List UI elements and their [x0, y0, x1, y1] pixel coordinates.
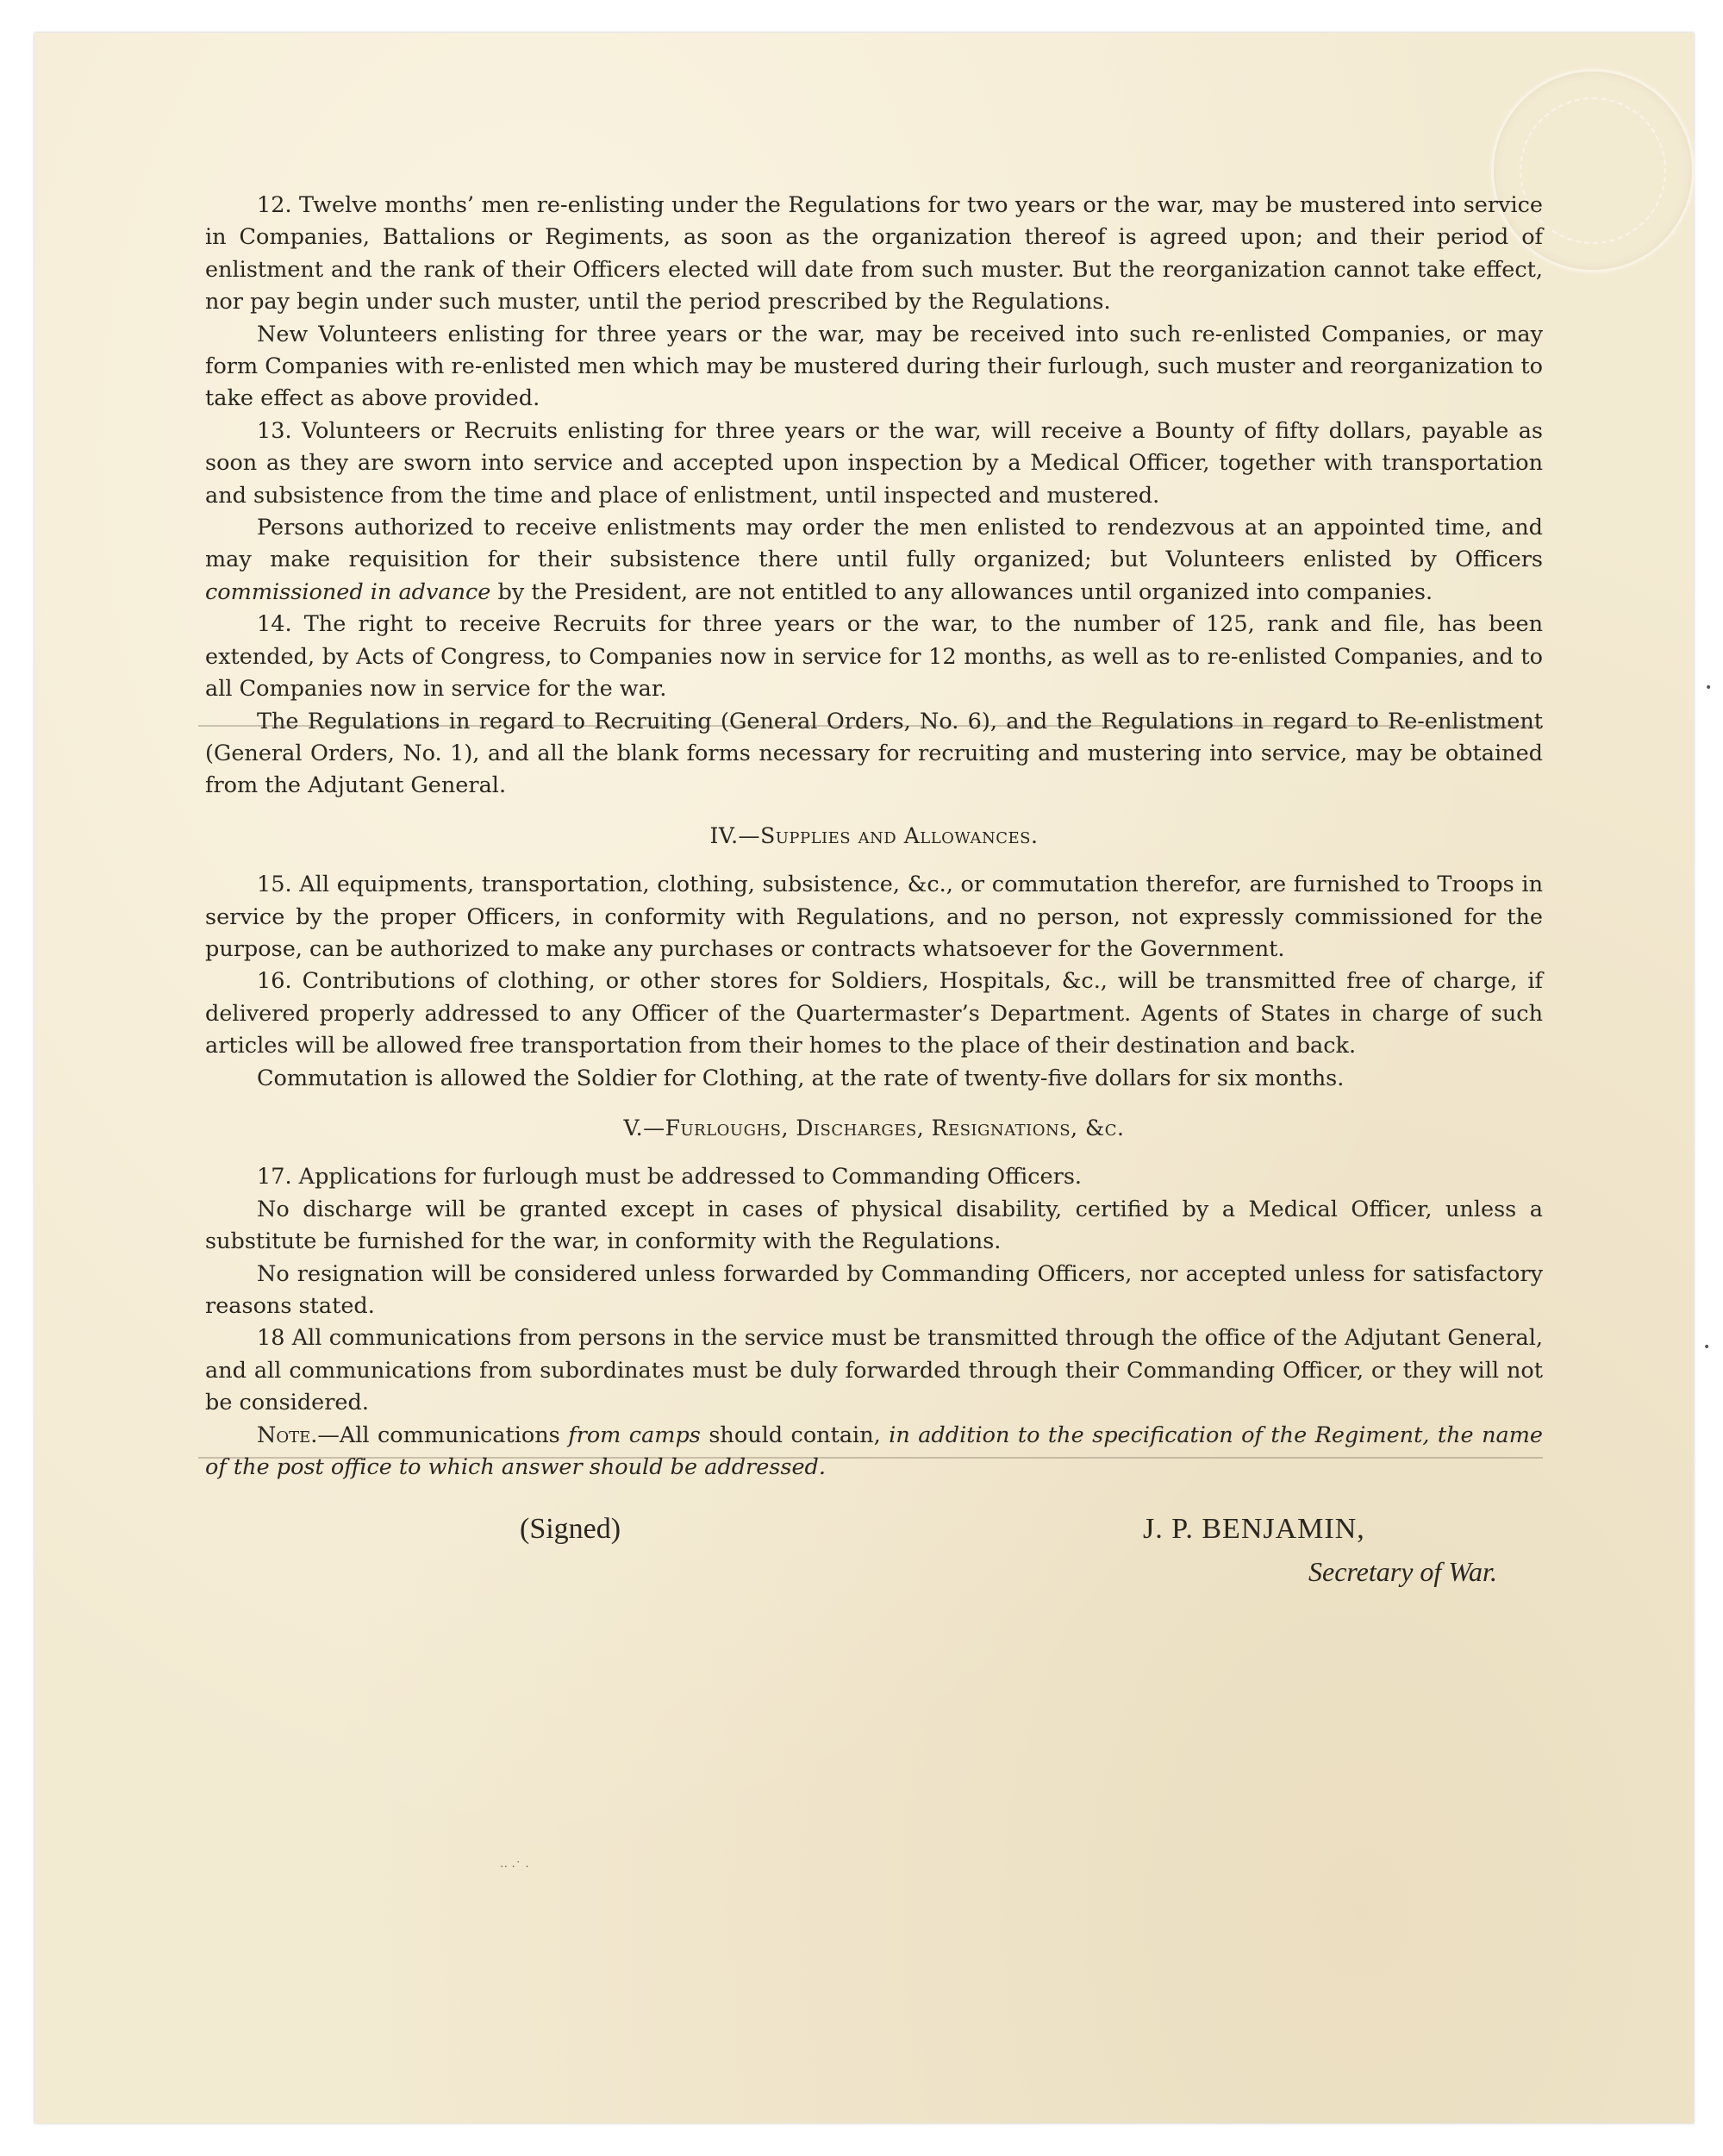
paragraph-13-emphasis: commissioned in advance	[205, 578, 491, 605]
paragraph-13-text-c: by the President, are not entitled to any allowances until organized into companies.	[490, 578, 1433, 605]
section-title: Supplies and Allowances.	[760, 822, 1039, 848]
note-text-b: should contain,	[700, 1422, 890, 1448]
section-title: Furloughs, Discharges, Resignations, &c.	[665, 1115, 1125, 1140]
paragraph-12: 12. Twelve months’ men re-enlisting under the Regulations for two years or the war, may be mustered into service in Companies, Battalions or Regiments, as soon as the organization thereof is agreed upon; and their period of enlistment and the rank of their Officers elected will date from such muster. But the reorganization cannot take effect, nor pay begin under such muster, until the period prescribed by the Regulations.	[205, 192, 1543, 316]
paragraph-17-discharge: No discharge will be granted except in cases of physical disability, certified by a Medical Officer, unless a substitute be furnished for the war, in conformity with the Regulations.	[205, 1196, 1543, 1255]
paragraph-12-continued: New Volunteers enlisting for three years or the war, may be received into such re-enlisted Companies, or may form Companies with re-enlisted men which may be mustered during their furlough, such muster and reorganization to take effect as above provided.	[205, 321, 1543, 412]
section-number: V.—	[623, 1115, 665, 1140]
paragraph-17: 17. Applications for furlough must be addressed to Commanding Officers.	[257, 1164, 1083, 1190]
note-emphasis-1: from camps	[568, 1422, 701, 1448]
note-dash: —	[317, 1422, 340, 1448]
note-paragraph	[205, 1420, 1543, 1484]
signatory-name: J. P. BENJAMIN,	[1143, 1513, 1365, 1546]
paragraph-15: 15. All equipments, transportation, clothing, subsistence, &c., or commutation therefor, are furnished to Troops in service by the proper Officers, in conformity with Regulations, and no person, not expressly commissioned for the purpose, can be authorized to make any purchases or contracts whatsoever for the Government.	[205, 872, 1543, 962]
paragraph-13-continued	[205, 512, 1543, 609]
edge-mark: •	[1705, 681, 1713, 695]
document-body	[205, 190, 1543, 1608]
section-heading-supplies	[205, 820, 1543, 852]
paragraph-13-text-a: Persons authorized to receive enlistments may order the men enlisted to rendezvous at an appointed time, and may make requisition for their subsistence there until fully organized; but Volunteers enlisted by Officers	[205, 515, 1543, 573]
note-text-a: All communications	[339, 1422, 569, 1448]
paragraph-16-continued: Commutation is allowed the Soldier for Clothing, at the rate of twenty-five dollars for six months.	[257, 1065, 1345, 1091]
paragraph-18: 18 All communications from persons in the service must be transmitted through the office of the Adjutant General, and all communications from subordinates must be duly forwarded through their Commanding Officer, or they will not be considered.	[205, 1325, 1543, 1416]
paper-specks: ·· ·˙ ·	[500, 1860, 529, 1874]
signed-label: (Signed)	[520, 1513, 621, 1546]
paragraph-16: 16. Contributions of clothing, or other stores for Soldiers, Hospitals, &c., will be transmitted free of charge, if delivered properly addressed to any Officer of the Quartermaster’s Department. Agents of States in charge of such articles will be allowed free transportation from their homes to the place of their destination and back.	[205, 968, 1543, 1059]
signature-block	[205, 1513, 1543, 1608]
note-label: Note.	[257, 1422, 318, 1448]
paragraph-17-resignation: No resignation will be considered unless forwarded by Commanding Officers, nor accepted unless for satisfactory reasons stated.	[205, 1260, 1543, 1319]
edge-mark: •	[1703, 1340, 1711, 1354]
paragraph-13: 13. Volunteers or Recruits enlisting for three years or the war, will receive a Bounty of fifty dollars, payable as soon as they are sworn into service and accepted upon inspection by a Medical Officer, together with transportation and subsistence from the time and place of enlistment, until inspected and mustered.	[205, 417, 1543, 509]
paragraph-14: 14. The right to receive Recruits for three years or the war, to the number of 125, rank and file, has been extended, by Acts of Congress, to Companies now in service for 12 months, as well as to re-enlisted Companies, and to all Companies now in service for the war.	[205, 611, 1543, 703]
section-number: IV.—	[709, 822, 761, 848]
paragraph-14-continued: The Regulations in regard to Recruiting (General Orders, No. 6), and the Regulations in regard to Re-enlistment (General Orders, No. 1), and all the blank forms necessary for recruiting and mustering into service, may be obtained from the Adjutant General.	[205, 708, 1543, 799]
signatory-title: Secretary of War.	[1308, 1556, 1497, 1588]
section-heading-furloughs	[205, 1112, 1543, 1144]
note-emphasis-2: in addition to the specification of the Regiment, the name of the post office to which answer should be addressed.	[205, 1422, 1543, 1481]
